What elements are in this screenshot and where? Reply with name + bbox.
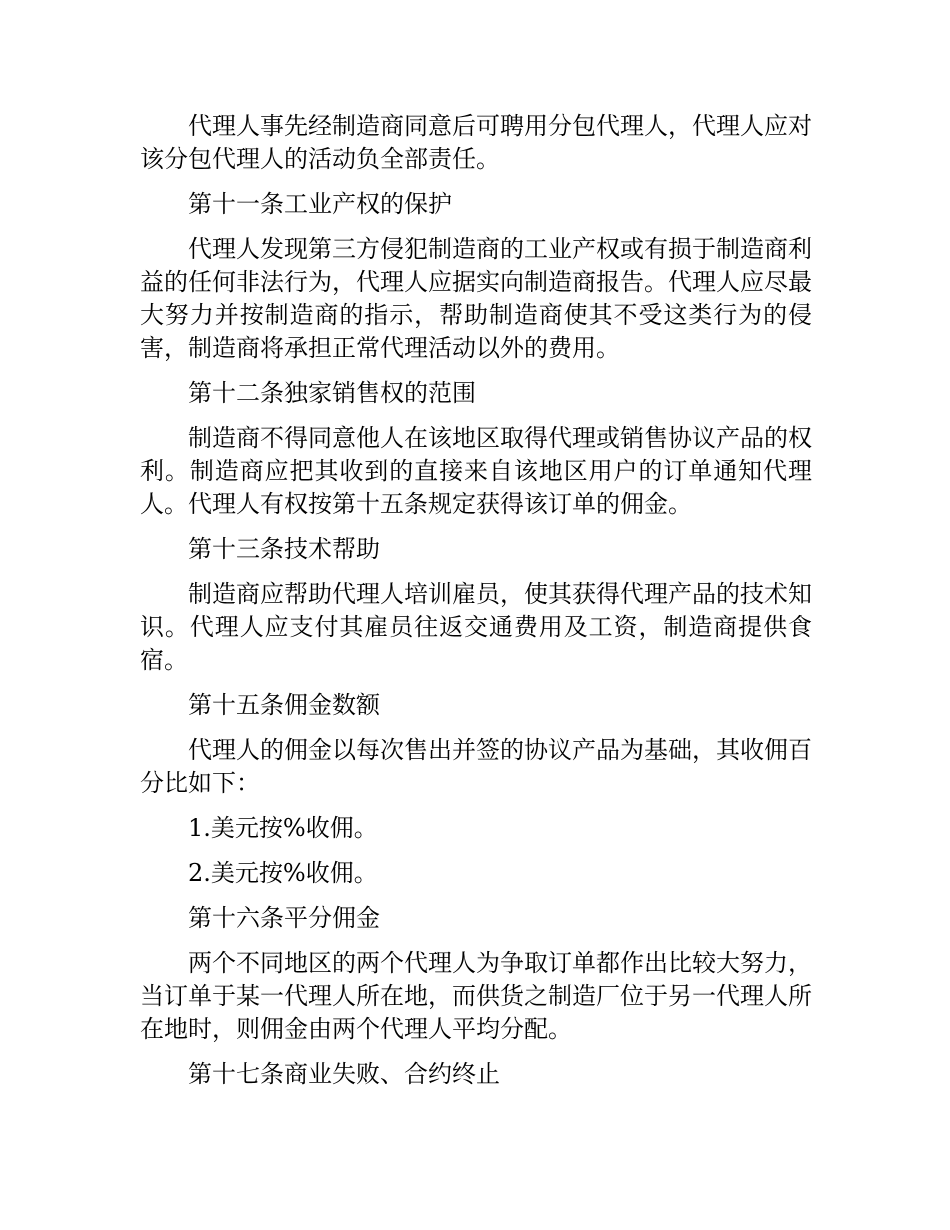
heading-article-11: 第十一条工业产权的保护 [188,190,452,218]
paragraph-article-15-body: 代理人的佣金以每次售出并签的协议产品为基础，其收佣百分比如下： [140,736,812,797]
heading-article-16: 第十六条平分佣金 [188,904,380,932]
paragraph-article-12-body: 制造商不得同意他人在该地区取得代理或销售协议产品的权利。制造商应把其收到的直接来自该地区用户的订单通知代理人。代理人有权按第十五条规定获得该订单的佣金。 [140,424,812,518]
list-item-commission-2: 2.美元按%收佣。 [188,859,378,887]
paragraph-article-16-body: 两个不同地区的两个代理人为争取订单都作出比较大努力，当订单于某一代理人所在地，而供货之制造厂位于另一代理人所在地时，则佣金由两个代理人平均分配。 [140,949,812,1043]
heading-article-13: 第十三条技术帮助 [188,535,380,563]
paragraph-subagent-responsibility: 代理人事先经制造商同意后可聘用分包代理人，代理人应对该分包代理人的活动负全部责任。 [140,112,812,173]
heading-article-17: 第十七条商业失败、合约终止 [188,1060,500,1088]
paragraph-article-13-body: 制造商应帮助代理人培训雇员，使其获得代理产品的技术知识。代理人应支付其雇员往返交通费用及工资，制造商提供食宿。 [140,580,812,674]
heading-article-15: 第十五条佣金数额 [188,691,380,719]
heading-article-12: 第十二条独家销售权的范围 [188,379,476,407]
list-item-commission-1: 1.美元按%收佣。 [188,814,378,842]
paragraph-article-11-body: 代理人发现第三方侵犯制造商的工业产权或有损于制造商利益的任何非法行为，代理人应据实向制造商报告。代理人应尽最大努力并按制造商的指示，帮助制造商使其不受这类行为的侵害，制造商将承担正常代理活动以外的费用。 [140,235,812,362]
document-page [140,110,812,1103]
